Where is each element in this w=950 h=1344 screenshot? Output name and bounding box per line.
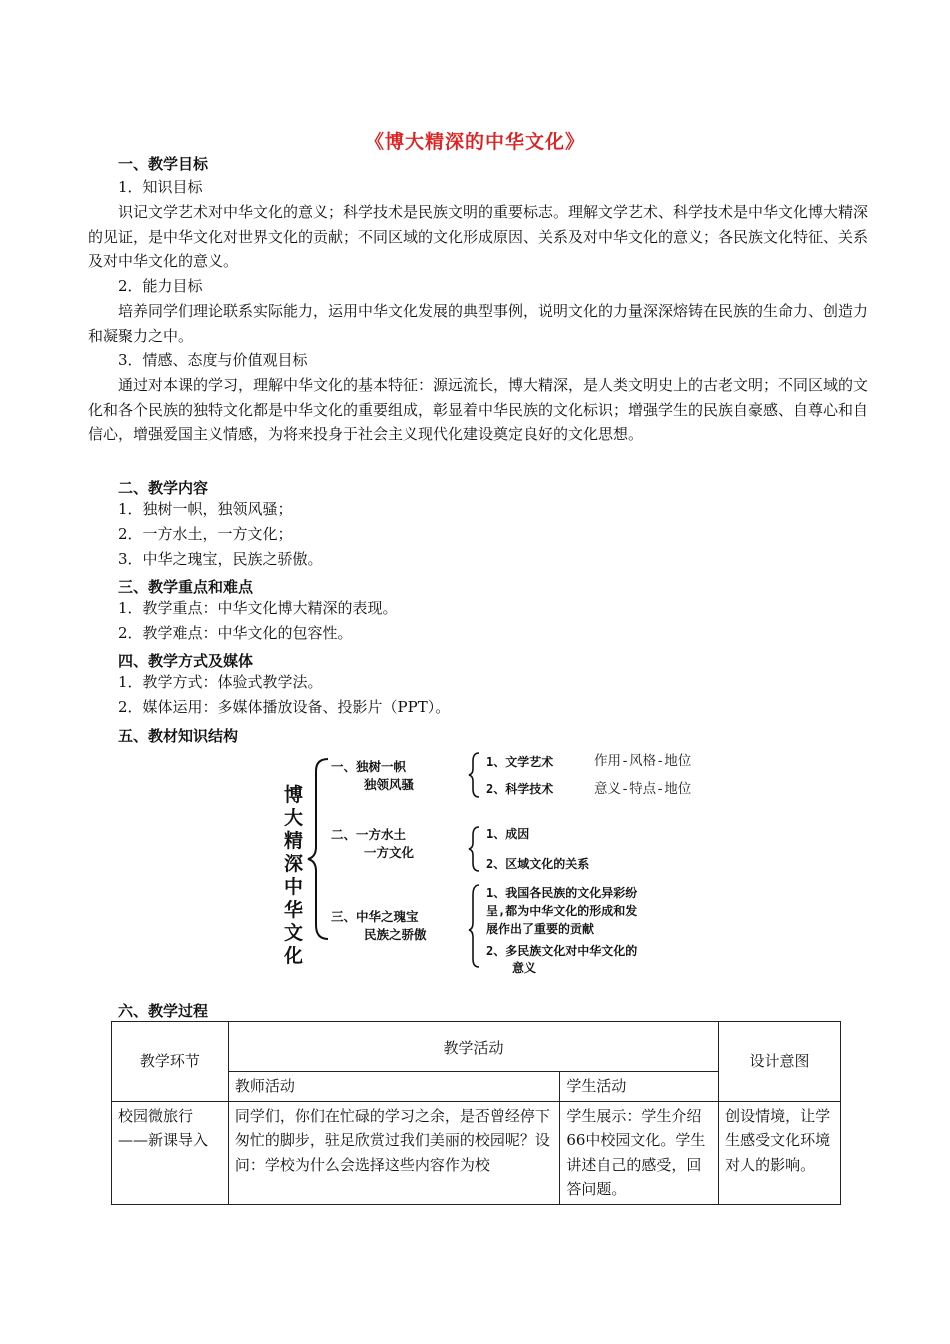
branch1-item: 2、科学技术 <box>486 782 554 796</box>
root-char: 中 <box>284 876 304 898</box>
cell-design: 创设情境，让学生感受文化环境对人的影响。 <box>719 1101 841 1204</box>
header-design: 设计意图 <box>719 1022 841 1102</box>
section-heading-methods: 四、教学方式及媒体 <box>118 652 254 670</box>
root-char: 精 <box>284 830 304 852</box>
cell-teacher: 同学们，你们在忙碌的学习之余，是否曾经停下匆忙的脚步，驻足欣赏过我们美丽的校园呢？设问：学校为什么会选择这些内容作为校 <box>228 1101 559 1204</box>
section-heading-structure: 五、教材知识结构 <box>118 727 239 745</box>
method-item: 1．教学方式：体验式教学法。 <box>118 673 323 691</box>
knowledge-goal-text: 识记文学艺术对中华文化的意义；科学技术是民族文明的重要标志。理解文学艺术、科学技术是中华文化博大精深的见证，是中华文化对世界文化的贡献；不同区域的文化形成原因、关系及对中华文化的意义；各民族文化特征、关系及对中华文化的意义。 <box>88 203 869 270</box>
section-heading-content: 二、教学内容 <box>118 479 209 497</box>
cell-student: 学生展示：学生介绍66中校园文化。学生讲述自己的感受，回答问题。 <box>560 1101 719 1204</box>
branch1-sub: 作用-风格-地位 <box>594 753 692 769</box>
branch1-sub: 意义-特点-地位 <box>594 781 692 797</box>
content-item: 2．一方水土，一方文化； <box>118 525 293 543</box>
key-point-item: 1．教学重点：中华文化博大精深的表现。 <box>118 599 398 617</box>
branch3-item: 1、我国各民族的文化异彩纷 <box>486 886 638 900</box>
cell-section: 校园微旅行——新课导入 <box>112 1101 229 1204</box>
branch1-label: 独领风骚 <box>364 777 415 792</box>
document-title: 《博大精深的中华文化》 <box>364 131 585 153</box>
root-char: 深 <box>284 853 304 875</box>
root-char: 华 <box>284 899 304 921</box>
teaching-process-table <box>111 1021 841 1205</box>
emotion-goal-text: 通过对本课的学习，理解中华文化的基本特征：源远流长，博大精深，是人类文明史上的古老文明；不同区域的文化和各个民族的独特文化都是中华文化的重要组成，彰显着中华民族的文化标识；增强学生的民族自豪感、自尊心和自信心，增强爱国主义情感，为将来投身于社会主义现代化建设奠定良好的文化思想。 <box>88 376 869 443</box>
root-char: 博 <box>284 784 304 806</box>
branch3-item: 2、多民族文化对中华文化的 <box>486 944 638 958</box>
content-item: 1．独树一帜，独领风骚； <box>118 500 293 518</box>
header-student: 学生活动 <box>560 1072 719 1102</box>
emotion-goal-title: 3．情感、态度与价值观目标 <box>118 351 308 369</box>
branch3-item: 呈,都为中华文化的形成和发 <box>486 904 638 918</box>
key-point-item: 2．教学难点：中华文化的包容性。 <box>118 624 353 642</box>
section-heading-process: 六、教学过程 <box>118 1002 209 1020</box>
knowledge-structure-diagram <box>276 747 706 975</box>
branch3-label: 三、中华之瑰宝 <box>331 909 419 924</box>
branch3-item: 意义 <box>512 961 537 975</box>
section-heading-key-points: 三、教学重点和难点 <box>118 578 254 596</box>
section-heading-objectives: 一、教学目标 <box>118 155 209 173</box>
ability-goal-text: 培养同学们理论联系实际能力，运用中华文化发展的典型事例，说明文化的力量深深熔铸在民族的生命力、创造力和凝聚力之中。 <box>88 302 869 345</box>
root-char: 化 <box>284 945 304 967</box>
root-char: 文 <box>284 922 304 944</box>
root-char: 大 <box>284 807 304 829</box>
branch2-item: 2、区域文化的关系 <box>486 857 590 871</box>
header-section: 教学环节 <box>112 1022 229 1102</box>
branch3-item: 展作出了重要的贡献 <box>486 922 595 936</box>
branch2-label: 二、一方水土 <box>331 827 407 842</box>
branch1-label: 一、独树一帜 <box>331 759 407 774</box>
knowledge-goal-title: 1．知识目标 <box>118 178 203 196</box>
branch1-item: 1、文学艺术 <box>486 755 554 769</box>
branch3-label: 民族之骄傲 <box>364 927 427 942</box>
branch2-item: 1、成因 <box>486 827 530 841</box>
method-item: 2．媒体运用：多媒体播放设备、投影片（PPT）。 <box>118 698 451 716</box>
ability-goal-title: 2．能力目标 <box>118 277 203 295</box>
header-teacher: 教师活动 <box>228 1072 559 1102</box>
header-activity: 教学活动 <box>228 1022 718 1072</box>
content-item: 3．中华之瑰宝，民族之骄傲。 <box>118 550 323 568</box>
branch2-label: 一方文化 <box>364 845 415 860</box>
